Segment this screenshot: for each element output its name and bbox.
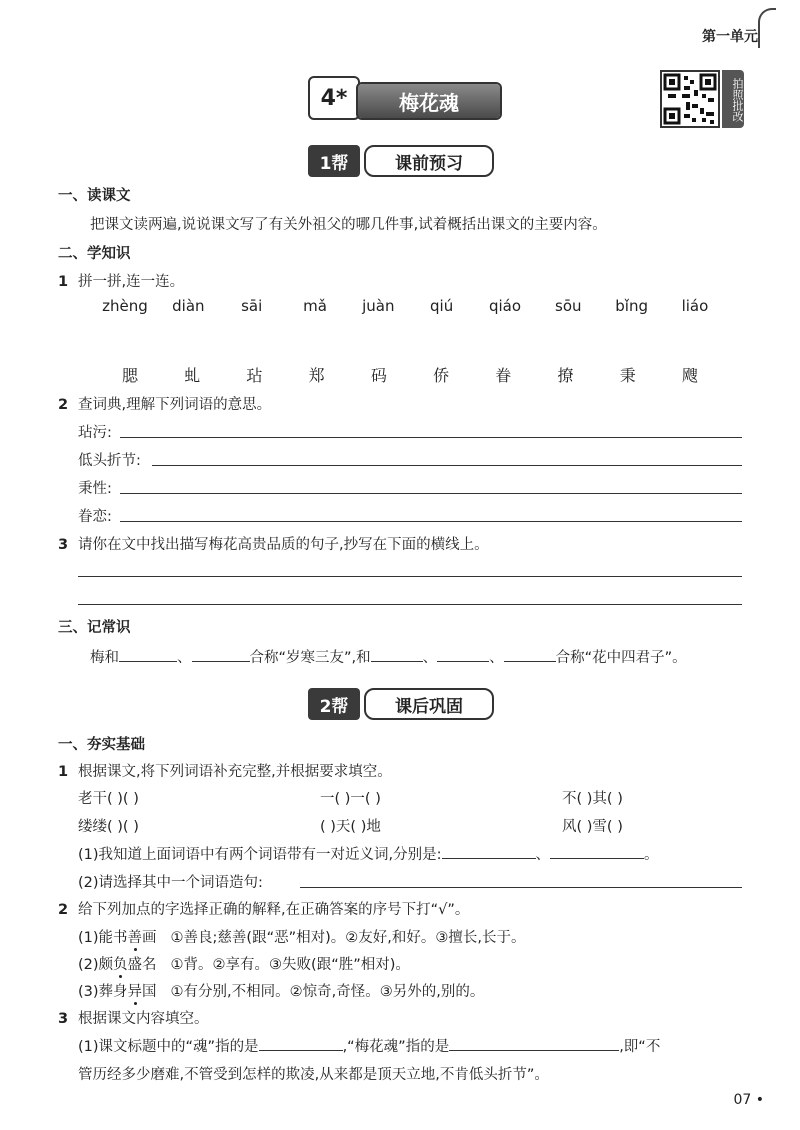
character-item[interactable]: 码 (370, 366, 387, 385)
fill-blank[interactable] (259, 1037, 343, 1051)
question-choose-meaning (58, 898, 469, 919)
item-options: ①有分别,不相同。②惊奇,奇怪。③另外的,别的。 (170, 984, 485, 1000)
question-number: 1 (58, 764, 69, 780)
character-item[interactable]: 侨 (433, 366, 450, 385)
character-item[interactable]: 撩 (557, 366, 574, 385)
item-options: ①背。②享有。③失败(跟“胜”相对)。 (170, 957, 410, 973)
meaning-choice-item[interactable] (78, 953, 410, 974)
question-text: 根据课文内容填空。 (78, 1011, 209, 1027)
lesson-number: 4* (308, 76, 360, 120)
pinyin-item[interactable]: sāi (241, 297, 263, 315)
idiom-fill[interactable]: 不( )其( ) (562, 791, 623, 807)
pinyin-item[interactable]: diàn (172, 297, 205, 315)
pinyin-item[interactable]: bǐng (615, 297, 648, 315)
pinyin-item[interactable]: qiú (430, 297, 454, 315)
qr-code-icon[interactable] (660, 70, 720, 128)
word-label: 低头折节: (78, 453, 141, 469)
word-label: 秉性: (78, 481, 112, 497)
fill-text: 。 (644, 847, 659, 863)
idiom-fill[interactable]: 缕缕( )( ) (78, 819, 139, 835)
fill-blank[interactable] (119, 648, 177, 662)
pinyin-item[interactable]: sōu (555, 297, 582, 315)
section-banner-consolidate (308, 688, 494, 720)
dotted-character: 负 (113, 957, 128, 973)
heading-basics: 一、夯实基础 (58, 737, 145, 753)
common-knowledge-fill (90, 646, 687, 667)
character-item[interactable]: 腮 (121, 366, 138, 385)
question-complete-words (58, 760, 392, 781)
item-text: (1)能书 (78, 930, 128, 946)
pinyin-item[interactable]: qiáo (488, 297, 521, 315)
dotted-character: 异 (127, 984, 143, 1000)
answer-line[interactable] (152, 465, 742, 466)
question-fill-by-text (58, 1007, 209, 1028)
meaning-choice-item[interactable] (78, 980, 484, 1001)
question-text: 请你在文中找出描写梅花高贵品质的句子,抄写在下面的横线上。 (78, 537, 489, 553)
character-item[interactable]: 虬 (184, 366, 201, 385)
fill-text: ,“梅花魂”指的是 (342, 1039, 450, 1055)
unit-label: 第一单元 (702, 29, 758, 45)
question-text: 根据课文,将下列词语补充完整,并根据要求填空。 (78, 764, 392, 780)
item-text: 盛名 (127, 957, 157, 973)
question-number: 2 (58, 902, 69, 918)
fill-text: (1)课文标题中的“魂”指的是 (78, 1039, 259, 1055)
question-number: 2 (58, 397, 69, 413)
question-dictionary (58, 393, 271, 414)
heading-learn-knowledge: 二、学知识 (58, 246, 131, 262)
question-number: 3 (58, 1011, 69, 1027)
fill-blank[interactable] (437, 648, 489, 662)
answer-line[interactable] (300, 887, 742, 888)
corner-decoration (758, 8, 776, 48)
question-text: 拼一拼,连一连。 (78, 274, 185, 290)
fill-blank[interactable] (442, 845, 536, 859)
dotted-character: 善 (127, 930, 143, 946)
question-number: 3 (58, 537, 69, 553)
section-tag: 1帮 (308, 145, 360, 177)
fill-separator: 、 (535, 847, 551, 863)
section-title: 课后巩固 (364, 688, 494, 720)
word-label: 眷恋: (78, 509, 112, 525)
pinyin-item[interactable]: zhèng (102, 297, 148, 315)
idiom-fill[interactable]: 一( )一( ) (320, 791, 381, 807)
section-title: 课前预习 (364, 145, 494, 177)
soul-meaning-fill (78, 1035, 660, 1056)
fill-blank[interactable] (504, 648, 556, 662)
item-text: 画 (142, 930, 157, 946)
heading-read-text: 一、读课文 (58, 188, 131, 204)
pinyin-item[interactable]: mǎ (303, 297, 327, 315)
answer-line[interactable] (120, 521, 742, 522)
lesson-title: 梅花魂 (358, 84, 500, 118)
fill-separator: 、 (422, 650, 438, 666)
idiom-fill[interactable]: 老干( )( ) (78, 791, 139, 807)
item-text: 国 (142, 984, 157, 1000)
question-text: 查词典,理解下列词语的意思。 (78, 397, 272, 413)
pinyin-row (100, 297, 720, 315)
character-item[interactable]: 眷 (495, 366, 512, 385)
fill-text: 合称“花中四君子”。 (555, 650, 687, 666)
page-number: 07 • (733, 1092, 764, 1108)
character-item[interactable]: 秉 (619, 366, 636, 385)
read-text-instruction: 把课文读两遍,说说课文写了有关外祖父的哪几件事,试着概括出课文的主要内容。 (90, 217, 607, 233)
question-text: 给下列加点的字选择正确的解释,在正确答案的序号下打“√”。 (78, 902, 470, 918)
fill-text: (1)我知道上面词语中有两个词语带有一对近义词,分别是: (78, 847, 442, 863)
answer-line[interactable] (78, 576, 742, 577)
character-item[interactable]: 郑 (308, 366, 325, 385)
character-row (110, 363, 710, 386)
item-text: (3)葬身 (78, 984, 128, 1000)
item-options: ①善良;慈善(跟“恶”相对)。②友好,和好。③擅长,长于。 (170, 930, 526, 946)
item-text: (2)颇 (78, 957, 114, 973)
idiom-fill[interactable]: ( )天( )地 (320, 819, 381, 835)
lesson-title-block (308, 76, 498, 120)
section-tag: 2帮 (308, 688, 360, 720)
fill-blank[interactable] (449, 1037, 619, 1051)
fill-blank[interactable] (371, 648, 423, 662)
section-banner-preview (308, 145, 494, 177)
question-pinyin-match (58, 270, 184, 291)
pinyin-item[interactable]: liáo (681, 297, 709, 315)
idiom-fill[interactable]: 风( )雪( ) (562, 819, 623, 835)
question-number: 1 (58, 274, 69, 290)
qr-side-label: 拍照批改 (722, 70, 744, 128)
word-label: 玷污: (78, 425, 112, 441)
character-item[interactable]: 玷 (246, 366, 263, 385)
soul-meaning-continued: 管历经多少磨难,不管受到怎样的欺凌,从来都是顶天立地,不肯低头折节”。 (78, 1067, 549, 1083)
fill-text: ,即“不 (619, 1039, 661, 1055)
answer-line[interactable] (78, 604, 742, 605)
character-item[interactable]: 飕 (681, 366, 698, 385)
fill-blank[interactable] (192, 648, 250, 662)
heading-common-knowledge: 三、记常识 (58, 620, 131, 636)
fill-blank[interactable] (550, 845, 644, 859)
fill-separator: 、 (489, 650, 504, 666)
pinyin-item[interactable]: juàn (362, 297, 395, 315)
question-copy-sentence (58, 533, 489, 554)
answer-line[interactable] (120, 493, 742, 494)
fill-text: 合称“岁寒三友”,和 (249, 650, 371, 666)
meaning-choice-item[interactable] (78, 926, 525, 947)
fill-separator: 、 (177, 650, 192, 666)
fill-text: 梅和 (90, 650, 119, 666)
answer-line[interactable] (120, 437, 742, 438)
synonym-pair-fill (78, 843, 659, 864)
sentence-make-prompt: (2)请选择其中一个词语造句: (78, 875, 263, 891)
